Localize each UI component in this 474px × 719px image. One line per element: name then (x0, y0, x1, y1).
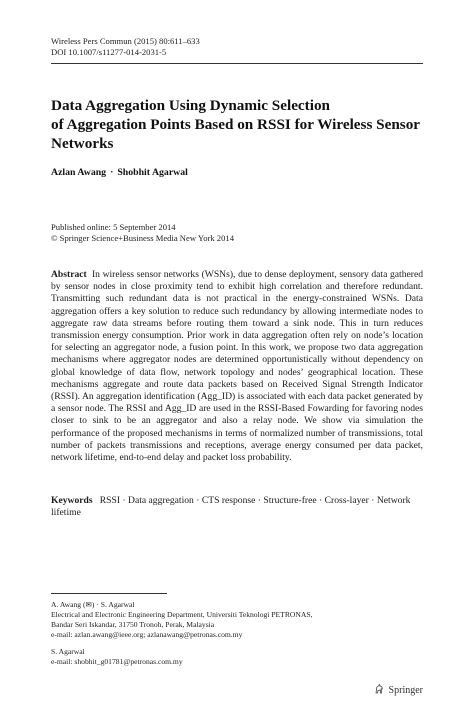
abstract (51, 269, 423, 464)
journal-header (51, 36, 200, 58)
affiliation-name: S. Agarwal (51, 647, 85, 656)
abstract-text: In wireless sensor networks (WSNs), due to dense deployment, sensory data gathered by sensor nodes in close proximity tend to exhibit high correlation and therefore redundant. Transmitting such redundant data is not practical in the energy-constrained WSNs. Data aggregation offers a key solution to reduce such redundancy by allowing intermediate nodes to aggregate raw data streams before routing them toward a sink node. This in turn reduces transmission energy consumption. Prior work in data aggregation often rely on node’s location for selecting an aggregator node, a fusion point. In this work, we propose two data aggregation mechanisms where aggregator nodes are determined opportunistically without dependency on global knowledge of data flow, network topology and nodes’ geographical location. These mechanisms aggregate and route data packets based on Received Signal Strength Indicator (RSSI). An aggregation identification (Agg_ID) is associated with each data packet generated by a sensor node. The RSSI and Agg_ID are used in the RSSI-Based Fowarding for favoring nodes closer to sink to be an aggregator and also a relay node. We show via simulation the performance of the proposed mechanisms in terms of normalized number of transmissions, total number of packets transmissions and receptions, average energy consumed per data packet, network lifetime, end-to-end delay and packet loss probability. (51, 269, 423, 464)
author-name: Shobhit Agarwal (117, 167, 188, 178)
publication-info (51, 222, 234, 244)
affiliation-address: Bandar Seri Iskandar, 31750 Tronoh, Perak, Malaysia (51, 620, 215, 629)
paper-title (51, 96, 431, 153)
keywords-text: RSSI · Data aggregation · CTS response · Structure-free · Cross-layer · Network lifetime (51, 495, 411, 519)
publisher-logo (373, 683, 423, 698)
title-line: of Aggregation Points Based on RSSI for Wireless Sensor (51, 116, 421, 133)
doi: DOI 10.1007/s11277-014-2031-5 (51, 47, 167, 57)
author-list (51, 167, 188, 178)
footnote-rule (51, 593, 167, 594)
author-separator: · (110, 167, 114, 178)
affiliation-email[interactable]: e-mail: azlan.awang@ieee.org; azlanawang@petronas.com.my (51, 630, 243, 639)
affiliation-block (51, 600, 431, 640)
header-rule (51, 63, 423, 64)
springer-horse-icon (373, 683, 385, 698)
journal-citation: Wireless Pers Commun (2015) 80:611–633 (51, 36, 200, 46)
title-line: Networks (51, 135, 114, 152)
author-name: Azlan Awang (51, 167, 107, 178)
copyright-line: © Springer Science+Business Media New York 2014 (51, 233, 234, 243)
affiliation-dept: Electrical and Electronic Engineering Department, Universiti Teknologi PETRONAS, (51, 610, 313, 619)
abstract-label: Abstract (51, 269, 87, 280)
keywords-label: Keywords (51, 495, 93, 506)
publisher-name: Springer (388, 685, 423, 696)
keywords (51, 495, 423, 519)
affiliation-block-2 (51, 647, 431, 667)
title-line: Data Aggregation Using Dynamic Selection (51, 97, 330, 114)
published-date: Published online: 5 September 2014 (51, 222, 176, 232)
affiliation-email-2[interactable]: e-mail: shobhit_g01781@petronas.com.my (51, 657, 183, 666)
affiliation-authors: A. Awang (✉) · S. Agarwal (51, 600, 135, 609)
